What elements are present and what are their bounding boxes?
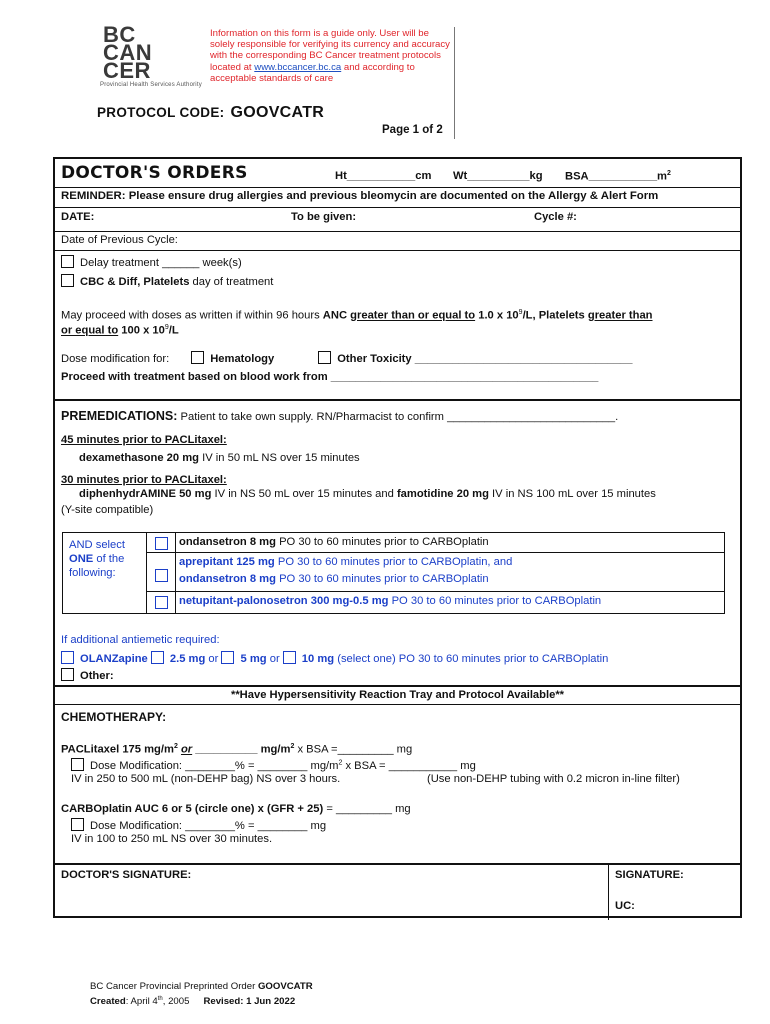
proceed-text: May proceed with doses as written if within 96 hours <box>61 309 323 322</box>
disclaimer <box>210 28 450 84</box>
famo-rest: IV in NS 100 mL over 15 minutes <box>488 488 656 500</box>
revised-date: Revised: 1 Jun 2022 <box>203 996 296 1008</box>
logo-line3: CER <box>103 58 151 83</box>
ondansetron-checkbox[interactable] <box>155 537 168 550</box>
platelets-label: , Platelets <box>137 276 190 288</box>
opt3-rest: PO 30 to 60 minutes prior to CARBOplatin <box>388 595 602 607</box>
height-field[interactable]: Ht___________cm <box>335 170 432 182</box>
dex-drug: dexamethasone 20 mg <box>79 452 200 464</box>
olanzapine-checkbox[interactable] <box>61 651 74 664</box>
protocol-code <box>97 104 324 122</box>
premed-30-header: 30 minutes prior to PACLitaxel: <box>61 474 227 486</box>
dose-5-checkbox[interactable] <box>221 651 234 664</box>
premed-intro: Patient to take own supply. RN/Pharmacist to confirm ___________________________. <box>177 411 619 423</box>
carbo-label: CARBOplatin AUC 6 or 5 (circle one) x (GFR + 25) <box>61 803 324 815</box>
dose-10-checkbox[interactable] <box>283 651 296 664</box>
doctors-orders-form <box>53 157 742 918</box>
delay-treatment-option[interactable] <box>61 255 242 269</box>
pac-mod: Dose Modification: ________% = ________ mg/m <box>90 760 339 772</box>
protocol-code-value: GOOVCATR <box>230 104 325 121</box>
pac-b: __________ mg/m <box>192 743 291 756</box>
bsa-sup: 2 <box>667 170 671 177</box>
carboplatin-order[interactable] <box>61 803 411 815</box>
opt2b-drug: ondansetron 8 mg <box>179 573 276 585</box>
dose3: 10 mg <box>301 653 335 665</box>
other-checkbox[interactable] <box>61 668 74 681</box>
logo-line1: BC <box>103 22 136 47</box>
gt-label: greater than <box>587 309 653 322</box>
dose1: 2.5 mg <box>169 653 206 665</box>
one-label: ONE <box>69 553 94 565</box>
checkbox[interactable] <box>71 758 84 771</box>
pac-a: PACLitaxel 175 mg/m <box>61 743 174 756</box>
hematology-label: Hematology <box>210 353 275 365</box>
opt1-rest: PO 30 to 60 minutes prior to CARBOplatin <box>275 536 489 548</box>
opt3-drug: netupitant-palonosetron 300 mg-0.5 mg <box>179 595 389 607</box>
olanz-drug: OLANZapine <box>80 653 148 665</box>
divider <box>55 231 740 232</box>
platelets-text: /L, Platelets <box>522 309 588 322</box>
delay-label: Delay treatment ______ week(s) <box>80 257 242 269</box>
cbc-option[interactable] <box>61 274 273 288</box>
premed-45-header: 45 minutes prior to PACLitaxel: <box>61 434 227 446</box>
additional-antiemetic: If additional antiemetic required: <box>61 634 220 646</box>
dose-mod-label: Dose modification for: <box>61 353 170 365</box>
of-the: of the <box>93 553 125 565</box>
cycle-field[interactable]: Cycle #: <box>534 211 577 223</box>
divider <box>55 187 740 188</box>
proceed-criteria <box>61 309 653 322</box>
footer-line1 <box>90 981 313 993</box>
chemotherapy-title: CHEMOTHERAPY: <box>61 710 167 724</box>
created-sup: th <box>157 996 163 1002</box>
proceed-criteria-cont <box>61 324 179 337</box>
aprepitant-checkbox[interactable] <box>155 569 168 582</box>
exponent: 9 <box>518 309 523 316</box>
following: following: <box>69 567 116 579</box>
diphenhydramine-order <box>79 488 656 500</box>
created-label: Created <box>90 996 126 1008</box>
signature-field[interactable]: SIGNATURE: <box>615 869 684 881</box>
footer-code: GOOVCATR <box>257 981 313 992</box>
logo-subtitle: Provincial Health Services Authority <box>100 82 202 88</box>
divider <box>55 704 740 705</box>
antiemetic-option-3 <box>175 595 724 607</box>
checkbox[interactable] <box>61 274 74 287</box>
opt2-rest: PO 30 to 60 minutes prior to CARBOplatin, and <box>274 556 513 568</box>
opt1-drug: ondansetron 8 mg <box>179 536 276 548</box>
paclitaxel-iv: IV in 250 to 500 mL (non-DEHP bag) NS over 3 hours. <box>71 773 341 785</box>
opt2-drug: aprepitant 125 mg <box>179 556 275 568</box>
reminder: REMINDER: Please ensure drug allergies and previous bleomycin are documented on the Allergy & Alert Form <box>61 190 659 202</box>
premedications-header <box>61 409 618 423</box>
divider <box>55 207 740 208</box>
paclitaxel-order[interactable]: PACLitaxel 175 $mg/m^2$ or __________ $mg/m^2$ x BSA =_________ mg <box>61 743 413 756</box>
diph-rest: IV in NS 50 mL over 15 minutes and <box>211 488 397 500</box>
protocol-label: PROTOCOL CODE: <box>97 105 225 120</box>
divider <box>147 552 724 553</box>
page-number: Page 1 of 2 <box>382 124 443 136</box>
to-be-given-field[interactable]: To be given: <box>291 211 357 223</box>
anc-label: ANC <box>322 309 348 322</box>
dose2: 5 mg <box>240 653 267 665</box>
previous-cycle-field[interactable]: Date of Previous Cycle: <box>61 234 178 246</box>
paclitaxel-tubing-note: (Use non-DEHP tubing with 0.2 micron in-line filter) <box>427 773 680 785</box>
bc-cancer-logo <box>103 22 153 83</box>
date-field[interactable]: DATE: <box>61 211 95 223</box>
diph-drug: diphenhydrAMINE 50 mg <box>79 488 212 500</box>
premed-title: PREMEDICATIONS: <box>61 409 178 423</box>
antiemetic-select-label <box>63 533 147 613</box>
dex-rest: IV in 50 mL NS over 15 minutes <box>199 452 360 464</box>
divider <box>147 591 724 592</box>
divider <box>55 250 740 251</box>
antiemetic-checkbox-column <box>147 533 176 613</box>
carbo-rest: = _________ mg <box>323 803 411 815</box>
hypersensitivity-note: **Have Hypersensitivity Reaction Tray and Protocol Available** <box>230 689 565 701</box>
netupitant-checkbox[interactable] <box>155 596 168 609</box>
olanzapine-row <box>61 651 608 665</box>
anc-value: 1.0 x 10 <box>475 309 519 322</box>
bsa-label: BSA___________m <box>565 170 668 183</box>
cbc-label: CBC & Diff <box>80 276 138 288</box>
bsa-field[interactable] <box>565 170 671 183</box>
platelet-value: 100 x 10 <box>118 324 165 337</box>
divider <box>55 863 740 865</box>
footer <box>90 981 313 1008</box>
proceed-bloodwork[interactable]: Proceed with treatment based on blood work from ___________________________________________ <box>61 371 599 383</box>
carboplatin-dose-mod[interactable] <box>71 818 326 832</box>
dose-modification-row <box>61 351 633 365</box>
or1: or <box>205 653 222 665</box>
opt2b-rest: PO 30 to 60 minutes prior to CARBOplatin <box>275 573 489 585</box>
header-divider <box>454 27 455 139</box>
checkbox[interactable] <box>71 818 84 831</box>
hematology-checkbox[interactable] <box>191 351 204 364</box>
other-toxicity-checkbox[interactable] <box>318 351 331 364</box>
created-year: , 2005 <box>162 996 190 1008</box>
bccancer-link[interactable]: www.bccancer.bc.ca <box>254 61 342 73</box>
other-antiemetic[interactable] <box>61 668 114 682</box>
famo-drug: famotidine 20 mg <box>396 488 489 500</box>
or2: or <box>266 653 283 665</box>
pac-or: or <box>180 743 193 756</box>
carbo-mod: Dose Modification: ________% = ________ mg <box>90 820 327 832</box>
created-date: : April 4 <box>125 996 158 1008</box>
carboplatin-iv: IV in 100 to 250 mL NS over 30 minutes. <box>71 833 273 845</box>
disclaimer-tail: and according to acceptable standards of care <box>210 61 415 84</box>
weight-field[interactable]: Wt__________kg <box>453 170 543 182</box>
or-equal-label: or equal to <box>61 324 119 337</box>
footer-line2 <box>90 993 313 1008</box>
antiemetic-option-1 <box>175 536 724 548</box>
ysite-note: (Y-site compatible) <box>61 504 154 516</box>
exponent: 9 <box>164 324 169 331</box>
and-select: AND select <box>69 539 125 551</box>
pac-mod2: x BSA = ___________ mg <box>342 760 476 772</box>
other-toxicity-label: Other Toxicity ___________________________________ <box>337 353 633 365</box>
gte-label: greater than or equal to <box>350 309 476 322</box>
paclitaxel-dose-mod[interactable]: Dose Modification: ________% = ________ $mg/m^2$ x BSA = ___________ mg <box>71 758 476 772</box>
antiemetic-option-2 <box>175 556 724 568</box>
cbc-tail: day of treatment <box>189 276 274 288</box>
dose-2-5-checkbox[interactable] <box>151 651 164 664</box>
disclaimer-text: Information on this form is a guide only. User will be solely responsible for verifying its currency and accuracy with the corresponding BC Cancer treatment protocols located at <box>210 28 450 73</box>
other-label: Other: <box>80 670 114 682</box>
form-title: DOCTOR'S ORDERS <box>61 163 248 183</box>
dexamethasone-order <box>79 452 360 464</box>
doctor-signature-field[interactable]: DOCTOR'S SIGNATURE: <box>61 869 192 881</box>
antiemetic-option-2b <box>175 573 724 585</box>
pac-c: x BSA =_________ mg <box>294 743 413 756</box>
antiemetic-table <box>62 532 725 614</box>
unit-label: /L <box>168 324 179 337</box>
footer-text: BC Cancer Provincial Preprinted Order <box>90 981 258 992</box>
divider <box>55 399 740 401</box>
signature-divider <box>608 864 609 920</box>
divider <box>55 685 740 687</box>
logo-line2: CAN <box>103 40 153 65</box>
olanz-rest: (select one) PO 30 to 60 minutes prior to CARBOplatin <box>334 653 609 665</box>
checkbox[interactable] <box>61 255 74 268</box>
uc-field[interactable]: UC: <box>615 900 635 912</box>
